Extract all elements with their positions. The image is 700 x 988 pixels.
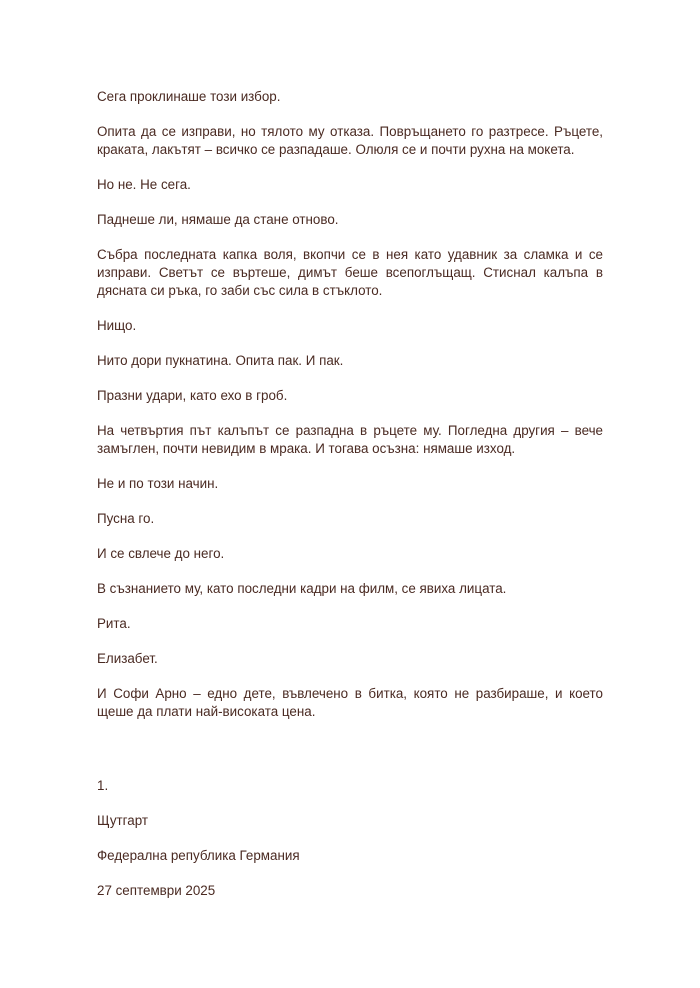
paragraph: И Софи Арно – едно дете, въвлечено в битка, която не разбираше, и което щеше да плати най-високата цена. <box>97 686 603 719</box>
paragraph: Елизабет. <box>97 651 158 666</box>
paragraph: Пусна го. <box>97 511 155 526</box>
paragraph: Опита да се изправи, но тялото му отказа. Повръщането го разтресе. Ръцете, краката, лакътят – всичко се разпадаше. Олюля се и почти рухна на мокета. <box>97 124 603 157</box>
paragraph: Събра последната капка воля, вкопчи се в нея като удавник за сламка и се изправи. Светът се въртеше, димът беше всепоглъщащ. Стиснал калъпа в дясната си ръка, го заби със сила в стъклото. <box>97 247 603 298</box>
paragraph: Рита. <box>97 616 131 631</box>
text-column <box>97 88 603 917</box>
paragraph: Празни удари, като ехо в гроб. <box>97 388 288 403</box>
chapter-header <box>97 777 603 900</box>
paragraph: В съзнанието му, като последни кадри на филм, се явиха лицата. <box>97 581 507 596</box>
paragraph: Не и по този начин. <box>97 476 219 491</box>
paragraph: На четвъртия път калъпът се разпадна в ръцете му. Погледна другия – вече замъглен, почти невидим в мрака. И тогава осъзна: нямаше изход. <box>97 423 603 456</box>
paragraph: И се свлече до него. <box>97 546 225 561</box>
chapter-city: Щутгарт <box>97 813 148 828</box>
paragraph: Паднеше ли, нямаше да стане отново. <box>97 212 339 227</box>
paragraph: Нищо. <box>97 318 137 333</box>
chapter-number: 1. <box>97 778 109 793</box>
paragraph: Сега проклинаше този избор. <box>97 89 281 104</box>
paragraph: Нито дори пукнатина. Опита пак. И пак. <box>97 353 344 368</box>
chapter-date: 27 септември 2025 <box>97 883 216 898</box>
chapter-country: Федерална република Германия <box>97 848 300 863</box>
paragraph: Но не. Не сега. <box>97 177 191 192</box>
